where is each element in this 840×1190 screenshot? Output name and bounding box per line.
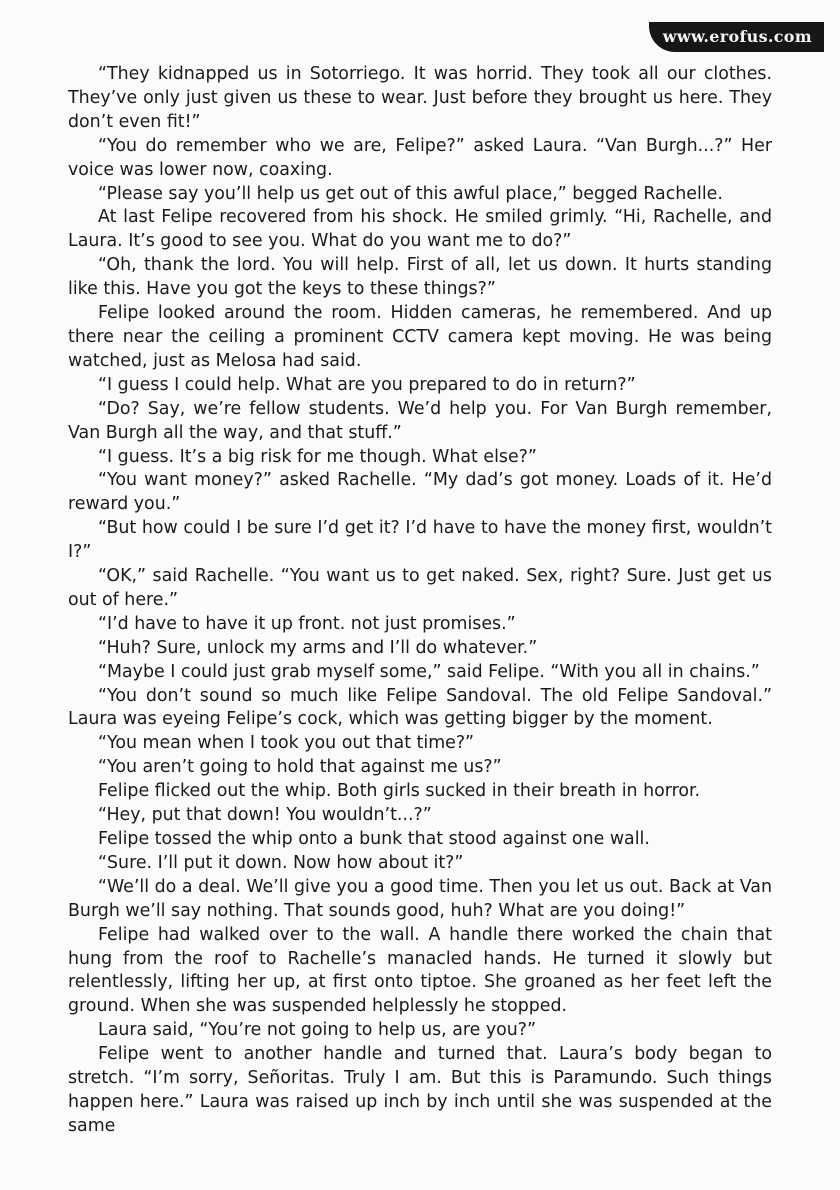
paragraph: “Do? Say, we’re fellow students. We’d help you. For Van Burgh remember, Van Burgh all the way, and that stuff.” (68, 398, 772, 443)
paragraph: “You mean when I took you out that time?” (98, 733, 475, 754)
paragraph: Felipe looked around the room. Hidden cameras, he remembered. And up there near the ceiling a prominent CCTV camera kept moving. He was being watched, just as Melosa had said. (68, 303, 772, 371)
paragraph: “Please say you’ll help us get out of this awful place,” begged Rachelle. (98, 183, 723, 204)
paragraph: “Oh, thank the lord. You will help. First of all, let us down. It hurts standing like this. Have you got the keys to these things?” (68, 255, 772, 300)
paragraph: “Sure. I’ll put it down. Now how about it?” (98, 852, 464, 873)
paragraph: Laura said, “You’re not going to help us, are you?” (98, 1020, 537, 1041)
paragraph: Felipe flicked out the whip. Both girls sucked in their breath in horror. (98, 781, 701, 802)
paragraph: “OK,” said Rachelle. “You want us to get naked. Sex, right? Sure. Just get us out of here.” (68, 566, 772, 610)
paragraph: At last Felipe recovered from his shock. He smiled grimly. “Hi, Rachelle, and Laura. It’s good to see you. What do you want me to do?” (68, 207, 772, 252)
paragraph: Felipe went to another handle and turned that. Laura’s body began to stretch. “I’m sorry, Señoritas. Truly I am. But this is Paramundo. Such things happen here.” Laura was raised up inch by inch until she was suspended at the same (68, 1044, 772, 1136)
paragraph: “But how could I be sure I’d get it? I’d have to have the money first, wouldn’t I?” (68, 518, 772, 563)
paragraph: “Huh? Sure, unlock my arms and I’ll do whatever.” (98, 637, 538, 658)
paragraph: “You aren’t going to hold that against me us?” (98, 757, 502, 778)
paragraph: “Hey, put that down! You wouldn’t...?” (98, 805, 432, 826)
paragraph: “You don’t sound so much like Felipe Sandoval. The old Felipe Sandoval.” Laura was eyeing Felipe’s cock, which was getting bigger by the moment. (68, 685, 772, 730)
site-watermark: www.erofus.com (649, 22, 824, 52)
paragraph: “You want money?” asked Rachelle. “My dad’s got money. Loads of it. He’d reward you.” (68, 470, 772, 515)
paragraph: “I’d have to have it up front. not just promises.” (98, 613, 516, 634)
paragraph: “I guess I could help. What are you prepared to do in return?” (98, 374, 636, 395)
paragraph: Felipe tossed the whip onto a bunk that stood against one wall. (98, 829, 650, 849)
story-text (68, 63, 772, 1139)
paragraph: “They kidnapped us in Sotorriego. It was horrid. They took all our clothes. They’ve only just given us these to wear. Just before they brought us here. They don’t even fit!” (68, 64, 772, 132)
paragraph: “We’ll do a deal. We’ll give you a good time. Then you let us out. Back at Van Burgh we’ll say nothing. That sounds good, huh? What are you doing!” (68, 876, 772, 921)
paragraph: “You do remember who we are, Felipe?” asked Laura. “Van Burgh...?” Her voice was lower now, coaxing. (68, 135, 772, 180)
paragraph: Felipe had walked over to the wall. A handle there worked the chain that hung from the roof to Rachelle’s manacled hands. He turned it slowly but relentlessly, lifting her up, at first onto tiptoe. She groaned as her feet left the ground. When she was suspended helplessly he stopped. (68, 924, 772, 1017)
paragraph: “Maybe I could just grab myself some,” said Felipe. “With you all in chains.” (98, 661, 760, 682)
paragraph: “I guess. It’s a big risk for me though. What else?” (98, 446, 537, 467)
